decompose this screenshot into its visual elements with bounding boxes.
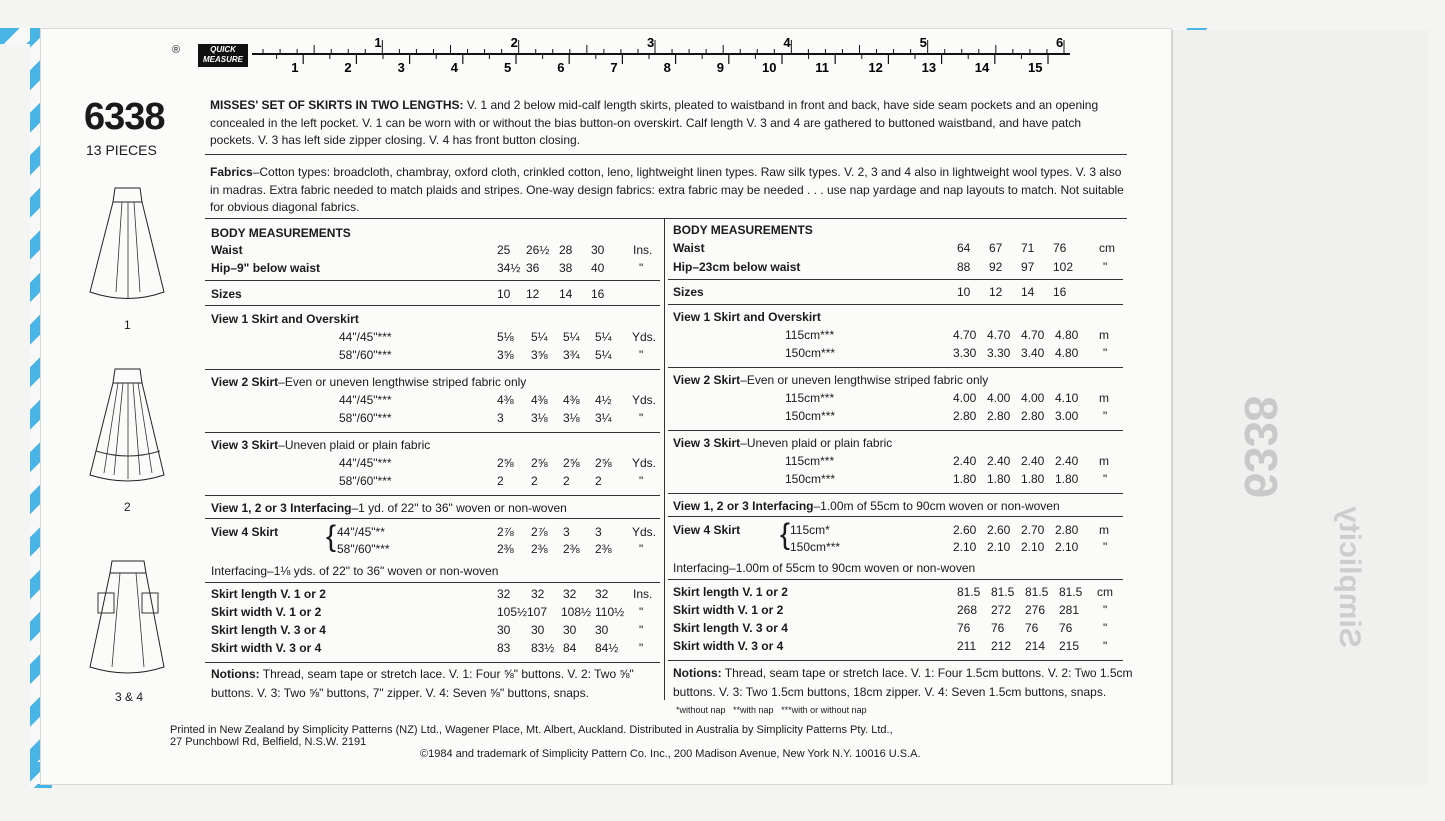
right-v4-1-c: 2.70 bbox=[1021, 523, 1045, 537]
left-hip-v1: 34½ bbox=[497, 261, 521, 275]
right-skirt-4-c: 214 bbox=[1025, 639, 1046, 653]
left-v1-1-a: 5⅛ bbox=[497, 330, 514, 344]
left-skirt-4-d: 84½ bbox=[595, 641, 619, 655]
right-rule-4 bbox=[668, 430, 1123, 431]
ruler-cm-label: 8 bbox=[663, 60, 671, 74]
left-rule-5 bbox=[205, 495, 660, 496]
left-v3-2-a: 2 bbox=[497, 474, 504, 488]
right-v1-2-c: 3.40 bbox=[1021, 346, 1045, 360]
description-text: V. 1 and 2 below mid-calf length skirts, pleated to waistband in front and back, have side seam pockets and an opening concealed in the left pocket. V. 1 can be worn with or without the bias button-on overskirt. Calf length V. 3 and 4 are gathered to buttoned waistband, and have patch pockets. V. 3 has left side zipper closing. V. 4 has front button closing. bbox=[210, 98, 1099, 147]
left-skirt-2-d: 110½ bbox=[595, 605, 625, 619]
right-skirt-3-d: 76 bbox=[1059, 621, 1073, 635]
pattern-pieces: 13 PIECES bbox=[86, 142, 157, 158]
left-waist-unit: Ins. bbox=[633, 243, 653, 257]
right-notions-line2: buttons. V. 3: Two 1.5cm buttons, 18cm zipper. V. 4: Seven 1.5cm buttons, snaps. bbox=[673, 685, 1107, 699]
right-size-12: 12 bbox=[989, 285, 1003, 299]
left-waist-v1: 25 bbox=[497, 243, 511, 257]
pattern-number: 6338 bbox=[84, 96, 165, 138]
right-skirt-2-c: 276 bbox=[1025, 603, 1046, 617]
right-v4-width-1: 115cm* bbox=[790, 523, 830, 537]
left-rule-8 bbox=[205, 662, 660, 663]
left-hip-v4: 40 bbox=[591, 261, 605, 275]
rule-after-description bbox=[205, 154, 1127, 155]
left-waist-v4: 30 bbox=[591, 243, 605, 257]
left-skirt-2-b: 107 bbox=[527, 605, 548, 619]
left-v1-width-1: 44"/45"*** bbox=[339, 330, 392, 344]
right-v1-2-b: 3.30 bbox=[987, 346, 1011, 360]
left-v1-2-b: 3⅝ bbox=[531, 348, 548, 362]
right-v4-brace: { bbox=[780, 518, 791, 551]
right-rule-5 bbox=[668, 493, 1123, 494]
left-skirt-4-c: 84 bbox=[563, 641, 577, 655]
left-skirt-label-4: Skirt width V. 3 or 4 bbox=[211, 641, 322, 655]
left-v3-title: View 3 Skirt bbox=[211, 438, 279, 452]
right-waist-v2: 67 bbox=[989, 241, 1003, 255]
right-v2-1-a: 4.00 bbox=[953, 391, 977, 405]
right-v1-1-d: 4.80 bbox=[1055, 328, 1079, 342]
right-v2-1-d: 4.10 bbox=[1055, 391, 1079, 405]
left-v1-2-unit: " bbox=[639, 348, 644, 362]
right-v1-title: View 1 Skirt and Overskirt bbox=[673, 310, 821, 324]
right-v3-2-d: 1.80 bbox=[1055, 472, 1079, 486]
left-v3-1-d: 2⅝ bbox=[595, 456, 612, 470]
left-v2-width-2: 58"/60"*** bbox=[339, 411, 392, 425]
view-label-2: 2 bbox=[124, 500, 131, 514]
ruler-inch-label: 3 bbox=[647, 36, 655, 50]
right-v1-2-unit: " bbox=[1103, 346, 1108, 360]
left-v2-2-unit: " bbox=[639, 411, 644, 425]
right-skirt-3-b: 76 bbox=[991, 621, 1005, 635]
left-skirt-1-b: 32 bbox=[531, 587, 545, 601]
skirt-sketch-view-2 bbox=[82, 365, 172, 495]
left-rule-2 bbox=[205, 305, 660, 306]
right-skirt-2-a: 268 bbox=[957, 603, 978, 617]
right-v2-1-b: 4.00 bbox=[987, 391, 1011, 405]
right-hip-v1: 88 bbox=[957, 260, 971, 274]
left-skirt-1-d: 32 bbox=[595, 587, 609, 601]
footer-copyright: ©1984 and trademark of Simplicity Pattern Co. Inc., 200 Madison Avenue, New York N.Y. 10016 U.S.A. bbox=[420, 748, 921, 760]
left-v2-1-a: 4⅜ bbox=[497, 393, 514, 407]
right-v4-2-b: 2.10 bbox=[987, 540, 1011, 554]
left-skirt-4-a: 83 bbox=[497, 641, 511, 655]
left-v3-2-c: 2 bbox=[563, 474, 570, 488]
left-rule-3 bbox=[205, 369, 660, 370]
left-v1-2-d: 5¼ bbox=[595, 348, 612, 362]
right-v3-2-b: 1.80 bbox=[987, 472, 1011, 486]
left-skirt-4-b: 83½ bbox=[531, 641, 555, 655]
left-skirt-label-2: Skirt width V. 1 or 2 bbox=[211, 605, 322, 619]
ruler-cm-label: 11 bbox=[815, 60, 829, 74]
left-v1-width-2: 58"/60"*** bbox=[339, 348, 392, 362]
left-v4-1-c: 3 bbox=[563, 525, 570, 539]
description-title: MISSES' SET OF SKIRTS IN TWO LENGTHS: bbox=[210, 98, 464, 112]
right-skirt-1-d: 81.5 bbox=[1059, 585, 1083, 599]
registered-mark: ® bbox=[172, 44, 181, 56]
right-v3-heading bbox=[673, 436, 892, 450]
footer-address: 27 Punchbowl Rd, Belfield, N.S.W. 2191 bbox=[170, 736, 367, 748]
right-skirt-2-d: 281 bbox=[1059, 603, 1080, 617]
ruler-cm-label: 9 bbox=[716, 60, 725, 74]
right-v2-title: View 2 Skirt bbox=[673, 373, 741, 387]
right-v1-width-1: 115cm*** bbox=[785, 328, 835, 342]
right-v1-2-d: 4.80 bbox=[1055, 346, 1079, 360]
ruler-inch-label: 2 bbox=[510, 36, 518, 50]
left-rule-7 bbox=[205, 582, 660, 583]
right-v2-sub: –Even or uneven lengthwise striped fabric only bbox=[740, 373, 989, 387]
left-v3-heading bbox=[211, 438, 430, 452]
left-notions-line2: buttons. V. 3: Two ⅝" buttons, 7" zipper. V. 4: Seven ⅝" buttons, snaps. bbox=[211, 686, 589, 700]
badge-line-2: MEASURE bbox=[202, 55, 243, 64]
right-v3-1-d: 2.40 bbox=[1055, 454, 1079, 468]
ruler-cm-label: 13 bbox=[921, 60, 937, 74]
right-skirt-4-b: 212 bbox=[991, 639, 1012, 653]
view-label-1: 1 bbox=[124, 318, 131, 332]
right-v2-width-2: 150cm*** bbox=[785, 409, 836, 423]
right-v1-1-unit: m bbox=[1099, 328, 1109, 342]
left-size-16: 16 bbox=[591, 287, 605, 301]
ruler-cm-label: 1 bbox=[291, 60, 299, 74]
ruler-cm-label: 6 bbox=[557, 60, 565, 74]
left-skirt-1-unit: Ins. bbox=[633, 587, 653, 601]
right-v3-1-a: 2.40 bbox=[953, 454, 977, 468]
left-skirt-1-c: 32 bbox=[563, 587, 577, 601]
right-skirt-3-unit: " bbox=[1103, 621, 1108, 635]
left-skirt-4-unit: " bbox=[639, 641, 644, 655]
right-hip-v2: 92 bbox=[989, 260, 1003, 274]
ruler-cm-label: 3 bbox=[397, 60, 405, 74]
view-label-3-4: 3 & 4 bbox=[115, 690, 144, 704]
right-size-16: 16 bbox=[1053, 285, 1067, 299]
right-notions-title: Notions: bbox=[673, 666, 722, 680]
right-v3-2-c: 1.80 bbox=[1021, 472, 1045, 486]
left-skirt-2-a: 105½ bbox=[497, 605, 528, 619]
ruler-cm-label: 7 bbox=[610, 60, 618, 74]
right-skirt-label-4: Skirt width V. 3 or 4 bbox=[673, 639, 784, 653]
right-size-10: 10 bbox=[957, 285, 971, 299]
right-v3-1-c: 2.40 bbox=[1021, 454, 1045, 468]
right-v2-2-a: 2.80 bbox=[953, 409, 977, 423]
ruler-cm-label: 15 bbox=[1028, 60, 1043, 74]
left-v4-1-unit: Yds. bbox=[632, 525, 657, 539]
ruler-cm-label: 5 bbox=[504, 60, 512, 74]
right-skirt-1-b: 81.5 bbox=[991, 585, 1015, 599]
ruler-inch-label: 1 bbox=[374, 36, 382, 50]
right-rule-8 bbox=[668, 660, 1123, 661]
right-v4-title: View 4 Skirt bbox=[673, 523, 741, 537]
left-skirt-label-3: Skirt length V. 3 or 4 bbox=[211, 623, 326, 637]
right-skirt-label-2: Skirt width V. 1 or 2 bbox=[673, 603, 784, 617]
right-rule-6 bbox=[668, 516, 1123, 517]
left-size-10: 10 bbox=[497, 287, 511, 301]
left-sizes-label: Sizes bbox=[211, 287, 242, 301]
left-v2-2-b: 3⅛ bbox=[531, 411, 548, 425]
left-v4-1-a: 2⅞ bbox=[497, 525, 514, 539]
right-heading: BODY MEASUREMENTS bbox=[673, 223, 813, 237]
right-interfacing-title: View 1, 2 or 3 Interfacing bbox=[673, 499, 814, 513]
right-v3-1-unit: m bbox=[1099, 454, 1109, 468]
flap-bleed-brand: Simplicity bbox=[1332, 506, 1366, 648]
left-v4-2-b: 2⅜ bbox=[531, 542, 548, 556]
left-v2-sub: –Even or uneven lengthwise striped fabric only bbox=[278, 375, 527, 389]
right-v4-1-d: 2.80 bbox=[1055, 523, 1079, 537]
right-skirt-4-d: 215 bbox=[1059, 639, 1080, 653]
ruler-cm-label: 4 bbox=[450, 60, 459, 74]
left-size-12: 12 bbox=[526, 287, 540, 301]
left-v4-width-2: 58"/60"*** bbox=[337, 542, 390, 556]
right-v4-1-a: 2.60 bbox=[953, 523, 977, 537]
left-interfacing-sub: –1 yd. of 22" to 36" woven or non-woven bbox=[351, 501, 567, 515]
description-paragraph bbox=[210, 97, 1125, 150]
left-v4-2-d: 2⅜ bbox=[595, 542, 612, 556]
left-waist-v3: 28 bbox=[559, 243, 573, 257]
right-notions-line1: Thread, seam tape or stretch lace. V. 1: Four 1.5cm buttons. V. 2: Two 1.5cm bbox=[721, 666, 1133, 680]
left-rule-4 bbox=[205, 432, 660, 433]
left-v4-1-d: 3 bbox=[595, 525, 602, 539]
left-v3-1-c: 2⅝ bbox=[563, 456, 580, 470]
left-v4-brace: { bbox=[326, 520, 337, 553]
left-v4-2-a: 2⅜ bbox=[497, 542, 514, 556]
left-v4-width-1: 44"/45"** bbox=[337, 525, 385, 539]
right-v2-2-c: 2.80 bbox=[1021, 409, 1045, 423]
right-v4-1-unit: m bbox=[1099, 523, 1109, 537]
ruler-cm-label: 10 bbox=[762, 60, 777, 74]
right-v2-2-d: 3.00 bbox=[1055, 409, 1079, 423]
ruler-cm-label: 14 bbox=[974, 60, 990, 74]
left-skirt-1-a: 32 bbox=[497, 587, 511, 601]
left-heading: BODY MEASUREMENTS bbox=[211, 226, 351, 240]
right-waist-label: Waist bbox=[673, 241, 705, 255]
left-v2-1-d: 4½ bbox=[595, 393, 612, 407]
envelope-flap bbox=[1172, 30, 1428, 785]
left-v1-1-unit: Yds. bbox=[632, 330, 657, 344]
right-v2-heading bbox=[673, 373, 988, 387]
right-v2-width-1: 115cm*** bbox=[785, 391, 835, 405]
left-v3-sub: –Uneven plaid or plain fabric bbox=[278, 438, 431, 452]
left-skirt-3-c: 30 bbox=[563, 623, 577, 637]
right-v2-1-c: 4.00 bbox=[1021, 391, 1045, 405]
left-v3-width-2: 58"/60"*** bbox=[339, 474, 392, 488]
left-v3-2-d: 2 bbox=[595, 474, 602, 488]
right-rule-1 bbox=[668, 279, 1123, 280]
right-v3-1-b: 2.40 bbox=[987, 454, 1011, 468]
left-v4-2-unit: " bbox=[639, 542, 644, 556]
rule-after-fabrics bbox=[205, 218, 1127, 219]
right-skirt-4-a: 211 bbox=[957, 639, 977, 653]
right-skirt-1-a: 81.5 bbox=[957, 585, 981, 599]
right-hip-v4: 102 bbox=[1053, 260, 1074, 274]
ruler-cm-label: 2 bbox=[344, 60, 352, 74]
left-size-14: 14 bbox=[559, 287, 573, 301]
right-skirt-label-1: Skirt length V. 1 or 2 bbox=[673, 585, 788, 599]
right-v4-interfacing: Interfacing–1.00m of 55cm to 90cm woven or non-woven bbox=[673, 561, 976, 575]
ruler-inch-label: 4 bbox=[783, 36, 791, 50]
right-skirt-label-3: Skirt length V. 3 or 4 bbox=[673, 621, 788, 635]
skirt-sketch-view-1 bbox=[82, 180, 172, 310]
right-rule-2 bbox=[668, 304, 1123, 305]
right-v1-width-2: 150cm*** bbox=[785, 346, 836, 360]
right-v1-2-a: 3.30 bbox=[953, 346, 977, 360]
nap-legend: *without nap **with nap ***with or without nap bbox=[676, 705, 867, 715]
left-waist-v2: 26½ bbox=[526, 243, 550, 257]
right-notions-1 bbox=[673, 666, 1133, 680]
left-notions-line1: Thread, seam tape or stretch lace. V. 1: Four ⅝" buttons. V. 2: Two ⅝" bbox=[259, 667, 634, 681]
left-v3-1-b: 2⅝ bbox=[531, 456, 548, 470]
right-v3-title: View 3 Skirt bbox=[673, 436, 741, 450]
right-skirt-1-unit: cm bbox=[1097, 585, 1113, 599]
left-skirt-3-unit: " bbox=[639, 623, 644, 637]
right-skirt-1-c: 81.5 bbox=[1025, 585, 1049, 599]
left-v1-1-b: 5¼ bbox=[531, 330, 548, 344]
right-hip-label: Hip–23cm below waist bbox=[673, 260, 801, 274]
left-v3-width-1: 44"/45"*** bbox=[339, 456, 392, 470]
right-skirt-4-unit: " bbox=[1103, 639, 1108, 653]
left-skirt-3-a: 30 bbox=[497, 623, 511, 637]
right-v2-2-unit: " bbox=[1103, 409, 1108, 423]
left-hip-label: Hip–9" below waist bbox=[211, 261, 321, 275]
left-rule-6 bbox=[205, 518, 660, 519]
right-rule-3 bbox=[668, 367, 1123, 368]
left-v2-width-1: 44"/45"*** bbox=[339, 393, 392, 407]
left-hip-v3: 38 bbox=[559, 261, 573, 275]
right-size-14: 14 bbox=[1021, 285, 1035, 299]
left-v2-1-c: 4⅜ bbox=[563, 393, 580, 407]
right-skirt-3-a: 76 bbox=[957, 621, 971, 635]
left-v3-1-unit: Yds. bbox=[632, 456, 657, 470]
right-waist-v4: 76 bbox=[1053, 241, 1067, 255]
left-v2-2-d: 3¼ bbox=[595, 411, 612, 425]
left-v3-2-unit: " bbox=[639, 474, 644, 488]
right-v2-1-unit: m bbox=[1099, 391, 1109, 405]
right-v4-2-unit: " bbox=[1103, 540, 1108, 554]
left-v2-1-unit: Yds. bbox=[632, 393, 657, 407]
right-v4-2-d: 2.10 bbox=[1055, 540, 1079, 554]
footer-printed: Printed in New Zealand by Simplicity Patterns (NZ) Ltd., Wagener Place, Mt. Albert, Auckland. Distributed in Australia by Simplicity Patterns Pty. Ltd., bbox=[170, 724, 893, 736]
left-v4-interfacing: Interfacing–1⅛ yds. of 22" to 36" woven or non-woven bbox=[211, 564, 499, 578]
left-v2-heading bbox=[211, 375, 526, 389]
quick-measure-ruler bbox=[200, 36, 1080, 74]
left-notions-1 bbox=[211, 667, 634, 681]
right-hip-unit: " bbox=[1103, 260, 1108, 274]
right-skirt-2-b: 272 bbox=[991, 603, 1012, 617]
right-v4-2-a: 2.10 bbox=[953, 540, 977, 554]
right-v4-width-2: 150cm*** bbox=[790, 540, 841, 554]
right-interfacing bbox=[673, 499, 1060, 513]
left-v4-1-b: 2⅞ bbox=[531, 525, 548, 539]
right-waist-unit: cm bbox=[1099, 241, 1115, 255]
right-v3-2-a: 1.80 bbox=[953, 472, 977, 486]
left-v3-2-b: 2 bbox=[531, 474, 538, 488]
left-skirt-3-d: 30 bbox=[595, 623, 609, 637]
right-v1-1-b: 4.70 bbox=[987, 328, 1011, 342]
left-v1-2-c: 3¾ bbox=[563, 348, 580, 362]
ruler-inch-label: 5 bbox=[919, 36, 927, 50]
right-v3-width-2: 150cm*** bbox=[785, 472, 836, 486]
right-v3-width-1: 115cm*** bbox=[785, 454, 835, 468]
right-v2-2-b: 2.80 bbox=[987, 409, 1011, 423]
right-interfacing-sub: –1.00m of 55cm to 90cm woven or non-woven bbox=[813, 499, 1060, 513]
left-notions-title: Notions: bbox=[211, 667, 260, 681]
right-skirt-2-unit: " bbox=[1103, 603, 1108, 617]
left-v4-title: View 4 Skirt bbox=[211, 525, 279, 539]
badge-line-1: QUICK bbox=[210, 45, 236, 54]
right-v4-2-c: 2.10 bbox=[1021, 540, 1045, 554]
left-v1-title: View 1 Skirt and Overskirt bbox=[211, 312, 359, 326]
left-v3-1-a: 2⅝ bbox=[497, 456, 514, 470]
right-skirt-3-c: 76 bbox=[1025, 621, 1039, 635]
left-waist-label: Waist bbox=[211, 243, 243, 257]
column-divider bbox=[664, 218, 665, 700]
left-hip-unit: " bbox=[639, 261, 644, 275]
right-waist-v1: 64 bbox=[957, 241, 971, 255]
right-rule-7 bbox=[668, 579, 1123, 580]
right-v4-1-b: 2.60 bbox=[987, 523, 1011, 537]
right-v1-1-a: 4.70 bbox=[953, 328, 977, 342]
left-hip-v2: 36 bbox=[526, 261, 540, 275]
left-skirt-2-c: 108½ bbox=[561, 605, 592, 619]
fabrics-paragraph bbox=[210, 164, 1125, 217]
left-v1-1-c: 5¼ bbox=[563, 330, 580, 344]
left-v2-2-c: 3⅛ bbox=[563, 411, 580, 425]
left-v1-1-d: 5¼ bbox=[595, 330, 612, 344]
fabrics-title: Fabrics bbox=[210, 165, 253, 179]
right-v3-2-unit: " bbox=[1103, 472, 1108, 486]
left-v4-2-c: 2⅜ bbox=[563, 542, 580, 556]
skirt-sketch-view-3-4 bbox=[82, 555, 172, 685]
right-v1-1-c: 4.70 bbox=[1021, 328, 1045, 342]
left-skirt-label-1: Skirt length V. 1 or 2 bbox=[211, 587, 326, 601]
fabrics-text: –Cotton types: broadcloth, chambray, oxford cloth, crinkled cotton, leno, lightweight linen types. Raw silk types. V. 2, 3 and 4 also in lightweight wool types. V. 3 also in madras. Extra fabric needed to match plaids and stripes. One-way design fabrics: extra fabric may be needed . . . use nap yardage and nap layouts to match. Not suitable for obvious diagonal fabrics. bbox=[210, 165, 1124, 214]
right-waist-v3: 71 bbox=[1021, 241, 1035, 255]
left-v2-2-a: 3 bbox=[497, 411, 504, 425]
right-v3-sub: –Uneven plaid or plain fabric bbox=[740, 436, 893, 450]
flap-bleed-number: 6338 bbox=[1235, 395, 1288, 499]
left-skirt-2-unit: " bbox=[639, 605, 644, 619]
left-v2-1-b: 4⅜ bbox=[531, 393, 548, 407]
ruler-inch-label: 6 bbox=[1056, 36, 1064, 50]
left-rule-1 bbox=[205, 280, 660, 281]
left-interfacing-title: View 1, 2 or 3 Interfacing bbox=[211, 501, 352, 515]
right-sizes-label: Sizes bbox=[673, 285, 704, 299]
left-interfacing bbox=[211, 501, 567, 515]
ruler-cm-label: 12 bbox=[868, 60, 883, 74]
right-hip-v3: 97 bbox=[1021, 260, 1035, 274]
left-v1-2-a: 3⅝ bbox=[497, 348, 514, 362]
left-v2-title: View 2 Skirt bbox=[211, 375, 279, 389]
left-skirt-3-b: 30 bbox=[531, 623, 545, 637]
